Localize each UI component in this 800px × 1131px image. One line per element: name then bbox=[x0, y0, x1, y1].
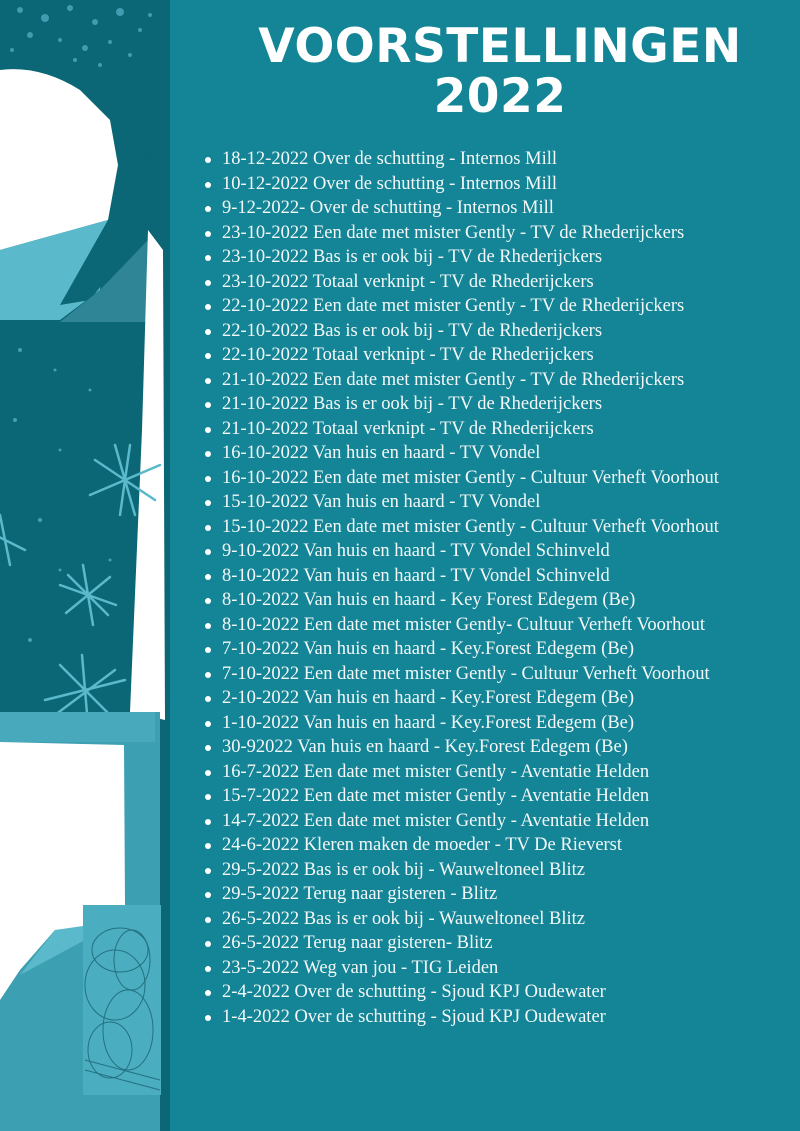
page-title bbox=[240, 19, 760, 124]
list-item: 8-10-2022 Van huis en haard - Key Forest Edegem (Be) bbox=[204, 588, 794, 613]
list-item: 9-12-2022- Over de schutting - Internos Mill bbox=[204, 196, 794, 221]
list-item: 2-10-2022 Van huis en haard - Key.Forest Edegem (Be) bbox=[204, 686, 794, 711]
list-item: 1-4-2022 Over de schutting - Sjoud KPJ Oudewater bbox=[204, 1005, 794, 1030]
list-item: 23-10-2022 Totaal verknipt - TV de Rhederijckers bbox=[204, 270, 794, 295]
list-item: 21-10-2022 Bas is er ook bij - TV de Rhederijckers bbox=[204, 392, 794, 417]
list-item: 23-10-2022 Een date met mister Gently - TV de Rhederijckers bbox=[204, 221, 794, 246]
list-item: 26-5-2022 Bas is er ook bij - Wauweltoneel Blitz bbox=[204, 907, 794, 932]
list-item: 2-4-2022 Over de schutting - Sjoud KPJ Oudewater bbox=[204, 980, 794, 1005]
list-item: 7-10-2022 Van huis en haard - Key.Forest Edegem (Be) bbox=[204, 637, 794, 662]
list-item: 18-12-2022 Over de schutting - Internos Mill bbox=[204, 147, 794, 172]
list-item: 9-10-2022 Van huis en haard - TV Vondel Schinveld bbox=[204, 539, 794, 564]
list-item: 1-10-2022 Van huis en haard - Key.Forest Edegem (Be) bbox=[204, 711, 794, 736]
list-item: 8-10-2022 Een date met mister Gently- Cultuur Verheft Voorhout bbox=[204, 613, 794, 638]
decorative-collage bbox=[0, 0, 170, 1131]
list-item: 15-10-2022 Een date met mister Gently - Cultuur Verheft Voorhout bbox=[204, 515, 794, 540]
list-item: 21-10-2022 Totaal verknipt - TV de Rhederijckers bbox=[204, 417, 794, 442]
list-item: 15-10-2022 Van huis en haard - TV Vondel bbox=[204, 490, 794, 515]
performance-list bbox=[204, 147, 794, 1029]
list-item: 8-10-2022 Van huis en haard - TV Vondel Schinveld bbox=[204, 564, 794, 589]
list-item: 14-7-2022 Een date met mister Gently - Aventatie Helden bbox=[204, 809, 794, 834]
title-line-1: VOORSTELLINGEN bbox=[258, 19, 742, 74]
list-item: 15-7-2022 Een date met mister Gently - Aventatie Helden bbox=[204, 784, 794, 809]
list-item: 26-5-2022 Terug naar gisteren- Blitz bbox=[204, 931, 794, 956]
list-item: 10-12-2022 Over de schutting - Internos Mill bbox=[204, 172, 794, 197]
list-item: 16-7-2022 Een date met mister Gently - Aventatie Helden bbox=[204, 760, 794, 785]
scribble-panel bbox=[83, 905, 161, 1095]
list-item: 22-10-2022 Een date met mister Gently - TV de Rhederijckers bbox=[204, 294, 794, 319]
list-item: 16-10-2022 Van huis en haard - TV Vondel bbox=[204, 441, 794, 466]
list-item: 23-5-2022 Weg van jou - TIG Leiden bbox=[204, 956, 794, 981]
title-line-2: 2022 bbox=[433, 69, 567, 124]
list-item: 7-10-2022 Een date met mister Gently - Cultuur Verheft Voorhout bbox=[204, 662, 794, 687]
list-item: 30-92022 Van huis en haard - Key.Forest Edegem (Be) bbox=[204, 735, 794, 760]
list-item: 22-10-2022 Totaal verknipt - TV de Rhederijckers bbox=[204, 343, 794, 368]
list-item: 29-5-2022 Bas is er ook bij - Wauweltoneel Blitz bbox=[204, 858, 794, 883]
collage-artwork bbox=[0, 0, 170, 1131]
list-item: 16-10-2022 Een date met mister Gently - Cultuur Verheft Voorhout bbox=[204, 466, 794, 491]
list-item: 24-6-2022 Kleren maken de moeder - TV De Rieverst bbox=[204, 833, 794, 858]
list-item: 21-10-2022 Een date met mister Gently - TV de Rhederijckers bbox=[204, 368, 794, 393]
list-item: 22-10-2022 Bas is er ook bij - TV de Rhederijckers bbox=[204, 319, 794, 344]
list-item: 23-10-2022 Bas is er ook bij - TV de Rhederijckers bbox=[204, 245, 794, 270]
list-item: 29-5-2022 Terug naar gisteren - Blitz bbox=[204, 882, 794, 907]
